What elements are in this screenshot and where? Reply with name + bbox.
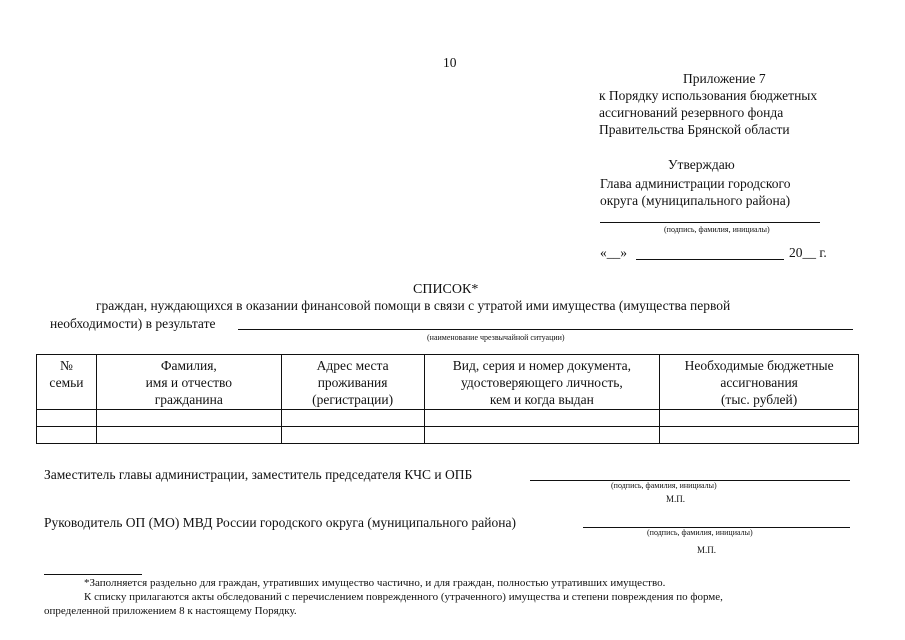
header-address: Адрес места проживания (регистрации) [281,355,424,410]
table-cell[interactable] [96,427,281,444]
police-head-signature-caption: (подпись, фамилия, инициалы) [647,528,753,537]
approval-title: Утверждаю [668,157,735,172]
list-line-1: граждан, нуждающихся в оказании финансовой помощи в связи с утратой ими имущества (имущества первой [96,298,731,313]
police-head-label: Руководитель ОП (МО) МВД России городского округа (муниципального района) [44,515,516,530]
appendix-title: Приложение 7 [683,71,766,86]
citizens-table [36,354,859,444]
table-cell[interactable] [37,410,97,427]
table-cell[interactable] [660,410,859,427]
emergency-name-line [238,329,853,330]
header-budget: Необходимые бюджетные ассигнования (тыс. рублей) [660,355,859,410]
header-family-number: № семьи [37,355,97,410]
table-row [37,410,859,427]
table-cell[interactable] [281,410,424,427]
footnote-1: *Заполняется раздельно для граждан, утративших имущество частично, и для граждан, полностью утративших имущество. [84,577,666,589]
police-head-stamp: М.П. [697,545,717,555]
deputy-head-stamp: М.П. [666,494,686,504]
appendix-line: ассигнований резервного фонда [599,105,784,120]
header-id-document: Вид, серия и номер документа, удостоверяющего личность, кем и когда выдан [424,355,660,410]
list-title: СПИСОК* [413,282,479,297]
approval-date-day: «__» [600,245,627,260]
emergency-name-caption: (наименование чрезвычайной ситуации) [427,333,565,342]
table-cell[interactable] [660,427,859,444]
appendix-line: Правительства Брянской области [599,122,790,137]
list-line-2: необходимости) в результате [50,316,216,331]
deputy-head-label: Заместитель главы администрации, заместитель председателя КЧС и ОПБ [44,467,473,482]
table-header-row [37,355,859,410]
footnote-3: определенной приложением 8 к настоящему Порядку. [44,605,297,617]
approval-signature-line [600,222,820,223]
page-number: 10 [443,55,457,70]
header-full-name: Фамилия, имя и отчество гражданина [96,355,281,410]
approval-date-month-line [636,259,784,260]
appendix-line: к Порядку использования бюджетных [599,88,818,103]
footnote-separator [44,574,142,575]
table-cell[interactable] [281,427,424,444]
table-cell[interactable] [37,427,97,444]
table-cell[interactable] [96,410,281,427]
footnote-2: К списку прилагаются акты обследований с перечислением поврежденного (утраченного) имущества и степени повреждения по форме, [84,591,723,603]
table-cell[interactable] [424,427,660,444]
table-cell[interactable] [424,410,660,427]
approval-line: округа (муниципального района) [600,193,791,208]
approval-line: Глава администрации городского [600,176,791,191]
table-row [37,427,859,444]
deputy-head-signature-caption: (подпись, фамилия, инициалы) [611,481,717,490]
approval-signature-caption: (подпись, фамилия, инициалы) [664,225,770,234]
approval-date-year: 20__ г. [789,245,827,260]
